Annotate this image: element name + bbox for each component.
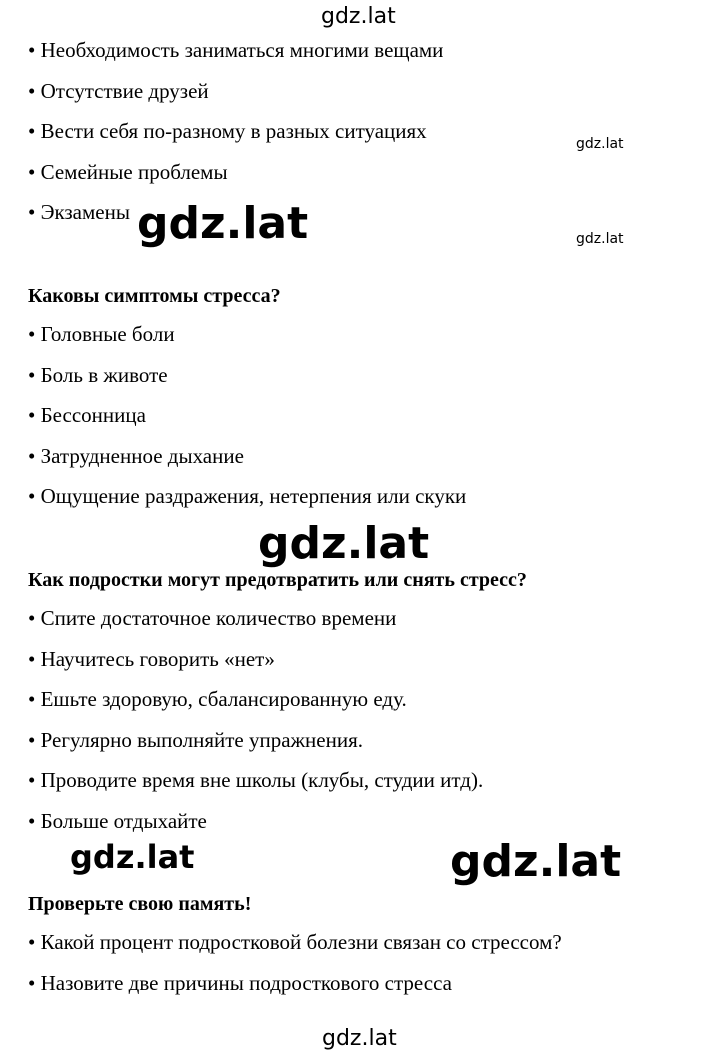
list-item: • Больше отдыхайте [28,809,207,833]
watermark-large: gdz.lat [450,836,622,887]
list-item: • Вести себя по-разному в разных ситуациях [28,119,427,143]
list-item: • Ощущение раздражения, нетерпения или скуки [28,484,467,508]
watermark-medium: gdz.lat [70,838,195,876]
list-item: • Отсутствие друзей [28,79,209,103]
list-item: • Семейные проблемы [28,160,228,184]
list-item: • Спите достаточное количество времени [28,606,397,630]
list-item: • Необходимость заниматься многими вещами [28,38,444,62]
section-heading-prevent: Как подростки могут предотвратить или снять стресс? [28,569,527,591]
list-item: • Затрудненное дыхание [28,444,244,468]
watermark-large: gdz.lat [258,518,430,569]
list-item: • Бессонница [28,403,146,427]
watermark-small: gdz.lat [576,136,624,152]
section-heading-memory: Проверьте свою память! [28,893,252,915]
list-item: • Регулярно выполняйте упражнения. [28,728,364,752]
watermark-small: gdz.lat [576,231,624,247]
list-item: • Экзамены [28,200,130,224]
watermark-top: gdz.lat [321,4,396,29]
watermark-large: gdz.lat [137,198,309,249]
list-item: • Проводите время вне школы (клубы, студии итд). [28,768,484,792]
list-item: • Ешьте здоровую, сбалансированную еду. [28,687,407,711]
list-item: • Боль в животе [28,363,168,387]
section-heading-symptoms: Каковы симптомы стресса? [28,285,281,307]
list-item: • Какой процент подростковой болезни связан со стрессом? [28,930,562,954]
list-item: • Назовите две причины подросткового стресса [28,971,452,995]
watermark-bottom: gdz.lat [322,1026,397,1051]
list-item: • Головные боли [28,322,175,346]
list-item: • Научитесь говорить «нет» [28,647,275,671]
